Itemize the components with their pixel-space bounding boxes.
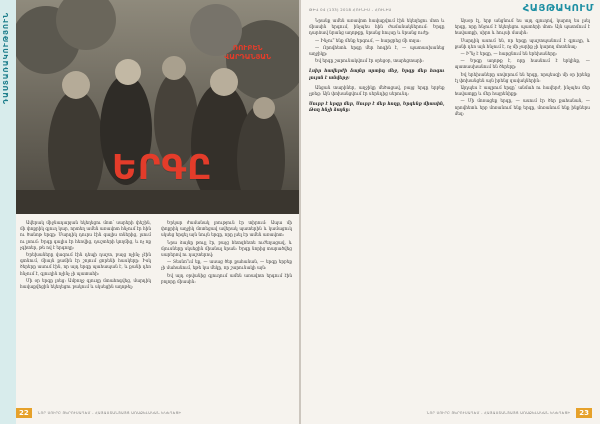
verse-1: Լսիր հավերժի ձայնը սրտիդ մեջ, Երգը մեր հոգու լույսն է անվերջ:: [309, 68, 445, 80]
paragraph: Եվ այդ օրվանից գյուղում ամեն առավոտ երգում էին բոլորը միասին:: [161, 272, 292, 284]
paragraph: Այսօր էլ, երբ անցնում ես այդ գյուղով, կարող ես լսել երգը, որը հնչում է եկեղեցու պատերի մոտ: Այն պատմում է հավատքի, սիրո և հույսի մասին:: [454, 18, 590, 36]
paragraph: Մի օր երգը լռեց: Ամբողջ գյուղը մտահոգվեց, մարդիկ հավաքվեցին եկեղեցու բակում և սկսեցին աղոթել:: [20, 277, 151, 290]
paragraph: Նրանք ամեն առավոտ հավաքվում էին եկեղեցու մոտ և միասին երգում, ինչպես հին ժամանակներում: Երգը դարձավ նրանց աղոթքը, նրանց հույսը և նրանց ուժը:: [309, 18, 445, 36]
verse-2: Սուրբ է երգը մեր, Սուրբ է մեր հողը, Երգենք միասին, Թող հնչի ձայնը:: [309, 101, 445, 113]
footer-text: ՆՈՐ ՍՈՒՐԲ ՅԵՐՈՒՍԱՂԵՄ - ՀԱՅԱՍՏԱՆՅԱՅՑ ԱՌԱՔԵԼԱԿԱՆ ԵԿԵՂԵՑԻ: [426, 411, 571, 415]
section-label: ԴԱՍՏԱՌԱԿՈՒԹՅՈՒՆ: [2, 12, 10, 105]
paragraph: — Տեսնո՞ւմ եք, — ասաց ծեր քահանան, — երգը երբեք չի մահանում, եթե կա մեկը, որ շարունակի այն:: [161, 259, 292, 271]
right-body: [309, 18, 590, 400]
footer-text: ՆՈՐ ՍՈՒՐԲ ՅԵՐՈՒՍԱՂԵՄ - ՀԱՅԱՍՏԱՆՅԱՅՑ ԱՌԱՔԵԼԱԿԱՆ ԵԿԵՂԵՑԻ: [37, 411, 182, 415]
paragraph: Ավերակ միջնադարյան եկեղեցու մոտ՝ սարերի փեշին, մի փոքրիկ գյուղ կար, որտեղ ամեն առավոտ հնչում էր հին ու ծանոթ երգը: Մարդիկ դուրս էին գալիս տներից, լսում ու լռում: Երգը գալիս էր հեռվից, դաշտերի կողմից, և ոչ ոք չգիտեր, թե ով է երգողը:: [20, 220, 151, 250]
issue-line: ԹԻՎ 04 (133) 2018 ՀՈՒՆԻՍ - ՀՈՒԼԻՍ: [309, 7, 392, 12]
paragraph: — Ի՞նչ է երգը, — հարցնում են երեխաները:: [460, 51, 558, 57]
author-last-name: ՎԱՐԴԱՆՅԱՆ: [224, 53, 271, 61]
left-page: [0, 0, 299, 424]
paragraph: — Որովհետև երգը մեր հոգին է, — պատասխանեց աղջիկը:: [309, 44, 445, 57]
paragraph: Այդպես է ապրում երգը՝ անմահ ու հավերժ, ինչպես մեր հավատքը և մեր հայրենիքը:: [454, 85, 590, 97]
paragraph: Եվ երգը շարունակվում էր օրեցօր, տարեցտարի:: [315, 58, 424, 64]
paragraph: Մարդիկ ասում են, որ երգը պաշտպանում է գյուղը, և քանի դեռ այն հնչում է, ոչ մի չարիք չի կարող մոտենալ:: [454, 37, 590, 49]
right-page: [301, 0, 600, 424]
left-body: [20, 220, 292, 406]
page-number: 23: [576, 408, 592, 418]
paragraph: Նրա ձայնը թույլ էր, բայց հետզհետե ուժեղացավ, և մյուսները սկսեցին միանալ նրան: Երգը նորից տարածվեց սարերով ու դաշտերով:: [161, 239, 292, 258]
page-number: 22: [16, 408, 32, 418]
left-column-1: [20, 220, 151, 406]
paragraph: — Ինչու՞ ենք մենք երգում, — հարցրեց մի տղա:: [315, 37, 421, 43]
left-footer: [16, 408, 292, 418]
author-name: [224, 44, 271, 62]
magazine-logo: ՀԱՅԹԱԿՈՒՄ: [522, 3, 594, 14]
paragraph: Եվ երեխաները սովորում են երգը, որպեսզի մի օր իրենք էլ փոխանցեն այն իրենց զավակներին:: [454, 71, 590, 83]
left-column-2: [161, 220, 292, 406]
paragraph: — Մի մոռացեք երգը, — ասում էր ծեր քահանան, — որովհետև երբ մոռանում ենք երգը, մոռանում ենք ինքներս մեզ:: [454, 98, 590, 116]
right-footer: [316, 408, 592, 418]
paragraph: Երեխաները վազում էին դեպի դաշտ, բայց ոչինչ չէին գտնում, միայն քամին էր շոյում ցորենի հասկերը: Իսկ ծերերը ասում էին, որ այդ երգը պահապան է, և քանի դեռ հնչում է, գյուղին ոչինչ չի պատահի:: [20, 252, 151, 276]
section-strip: [0, 0, 16, 424]
right-column-2: [455, 18, 591, 400]
paragraph: Երկար ժամանակ լռություն էր տիրում: Ապա մի փոքրիկ աղջիկ մոտեցավ ավերակ պատերին և կամացուկ սկսեց երգել այն նույն երգը, որը լսել էր ամեն առավոտ:: [161, 220, 292, 238]
paragraph: Անցան տարիներ, աղջիկը մեծացավ, բայց երգը երբեք չլռեց: Այն փոխանցվում էր սերնդից սերունդ:: [309, 84, 445, 97]
article-title: ԵՐԳԸ: [112, 148, 213, 188]
author-first-name: ՌՈՒԲԵՆ: [232, 44, 263, 52]
right-column-1: [309, 18, 445, 400]
paragraph: — Երգը աղոթք է, որը հասնում է երկինք, — պատասխանում են ծերերը:: [454, 58, 590, 70]
